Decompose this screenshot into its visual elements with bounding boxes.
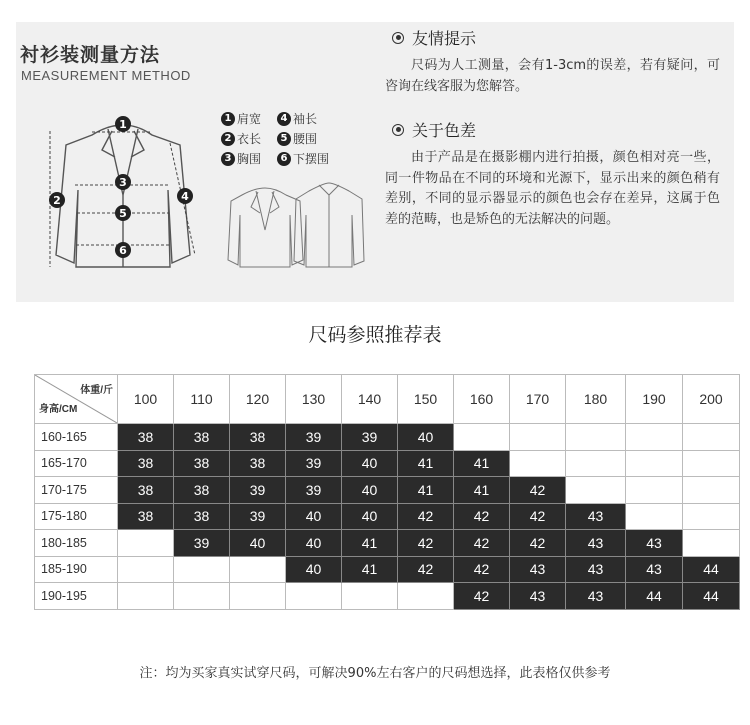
size-cell <box>683 424 740 451</box>
size-cell: 42 <box>454 556 510 583</box>
column-header: 150 <box>398 375 454 424</box>
size-cell: 41 <box>454 477 510 504</box>
row-label: 180-185 <box>35 530 118 557</box>
size-cell: 42 <box>398 530 454 557</box>
size-cell: 42 <box>510 503 566 530</box>
size-cell: 42 <box>510 530 566 557</box>
tip-heading: 友情提示 <box>392 26 476 49</box>
size-cell <box>626 450 683 477</box>
size-cell: 40 <box>286 556 342 583</box>
size-cell <box>626 477 683 504</box>
size-cell: 40 <box>342 477 398 504</box>
legend-item-chest: 3 胸围 <box>221 150 261 167</box>
size-cell <box>230 556 286 583</box>
row-label: 170-175 <box>35 477 118 504</box>
column-header: 140 <box>342 375 398 424</box>
size-cell: 39 <box>342 424 398 451</box>
legend-item-length: 2 衣长 <box>221 130 261 147</box>
blazer-sketch <box>228 188 303 267</box>
row-label: 175-180 <box>35 503 118 530</box>
table-row <box>35 530 740 557</box>
size-cell <box>566 477 626 504</box>
size-cell: 40 <box>342 503 398 530</box>
size-cell: 38 <box>174 477 230 504</box>
svg-text:3: 3 <box>119 176 127 189</box>
column-header: 190 <box>626 375 683 424</box>
size-cell: 44 <box>626 583 683 610</box>
svg-text:1: 1 <box>119 118 127 131</box>
color-text: 由于产品是在摄影棚内进行拍摄，颜色相对亮一些，同一件物品在不同的环境和光源下，显示出来的颜色稍有差别，不同的显示器显示的颜色也会存在差异，这属于色差的范畴，也是矫色的无法解决的问题。 <box>385 150 720 227</box>
size-cell: 39 <box>286 424 342 451</box>
table-row <box>35 503 740 530</box>
column-header: 110 <box>174 375 230 424</box>
size-cell <box>626 424 683 451</box>
row-label: 165-170 <box>35 450 118 477</box>
size-cell: 40 <box>230 530 286 557</box>
size-cell <box>118 583 174 610</box>
size-table-title: 尺码参照推荐表 <box>308 324 442 346</box>
size-cell <box>566 424 626 451</box>
size-cell: 44 <box>683 583 740 610</box>
size-cell: 41 <box>398 450 454 477</box>
height-axis-label: 身高/CM <box>39 404 78 415</box>
size-cell: 38 <box>230 450 286 477</box>
marker-2 <box>49 192 65 208</box>
tip-text: 尺码为人工测量，会有1-3cm的误差，若有疑问，可咨询在线客服为您解答。 <box>385 58 720 94</box>
size-cell: 42 <box>398 503 454 530</box>
size-cell: 43 <box>566 530 626 557</box>
size-cell: 43 <box>566 503 626 530</box>
table-row <box>35 424 740 451</box>
size-cell <box>510 450 566 477</box>
size-cell <box>398 583 454 610</box>
size-cell <box>454 424 510 451</box>
size-cell: 38 <box>118 477 174 504</box>
size-cell: 40 <box>286 503 342 530</box>
column-header: 130 <box>286 375 342 424</box>
svg-text:2: 2 <box>53 194 61 207</box>
size-cell <box>230 583 286 610</box>
size-cell: 41 <box>342 530 398 557</box>
table-row <box>35 450 740 477</box>
marker-1 <box>115 116 131 132</box>
size-cell <box>683 503 740 530</box>
column-header: 160 <box>454 375 510 424</box>
size-cell: 42 <box>398 556 454 583</box>
footnote: 注：均为买家真实试穿尺码，可解决90%左右客户的尺码想选择，此表格仅供参考 <box>139 666 611 681</box>
column-header: 120 <box>230 375 286 424</box>
size-cell <box>566 450 626 477</box>
size-cell <box>683 530 740 557</box>
size-cell: 40 <box>342 450 398 477</box>
measurement-title: 衬衫装测量方法 <box>20 44 161 66</box>
size-cell: 38 <box>174 503 230 530</box>
row-label: 190-195 <box>35 583 118 610</box>
size-cell: 41 <box>454 450 510 477</box>
size-cell <box>286 583 342 610</box>
shirt-sketch <box>294 183 364 267</box>
marker-5 <box>115 205 131 221</box>
size-cell: 39 <box>230 503 286 530</box>
size-cell <box>118 530 174 557</box>
size-cell: 42 <box>510 477 566 504</box>
size-cell <box>626 503 683 530</box>
legend-item-sleeve: 4 袖长 <box>277 110 317 127</box>
column-header: 100 <box>118 375 174 424</box>
size-cell: 43 <box>510 583 566 610</box>
legend-item-waist: 5 腰围 <box>277 130 317 147</box>
size-cell: 38 <box>174 424 230 451</box>
size-cell: 38 <box>174 450 230 477</box>
table-row <box>35 477 740 504</box>
size-cell <box>118 556 174 583</box>
row-label: 160-165 <box>35 424 118 451</box>
marker-6 <box>115 242 131 258</box>
size-cell: 43 <box>566 556 626 583</box>
size-cell <box>342 583 398 610</box>
size-cell: 40 <box>398 424 454 451</box>
size-cell <box>683 477 740 504</box>
marker-3 <box>115 174 131 190</box>
size-cell: 40 <box>286 530 342 557</box>
size-cell <box>683 450 740 477</box>
size-cell: 42 <box>454 583 510 610</box>
color-heading: 关于色差 <box>392 118 476 141</box>
column-header: 180 <box>566 375 626 424</box>
marker-4 <box>177 188 193 204</box>
table-row <box>35 556 740 583</box>
legend-item-hem: 6 下摆围 <box>277 150 329 167</box>
column-header: 200 <box>683 375 740 424</box>
size-cell: 41 <box>342 556 398 583</box>
bullet-icon <box>392 32 404 44</box>
size-cell: 38 <box>118 503 174 530</box>
measurement-subtitle: MEASUREMENT METHOD <box>21 68 191 83</box>
size-cell <box>510 424 566 451</box>
size-cell: 39 <box>286 450 342 477</box>
size-cell: 38 <box>118 424 174 451</box>
size-cell: 44 <box>683 556 740 583</box>
size-cell: 39 <box>286 477 342 504</box>
svg-text:6: 6 <box>119 244 127 257</box>
size-cell: 39 <box>174 530 230 557</box>
svg-text:4: 4 <box>181 190 189 203</box>
size-cell: 38 <box>230 424 286 451</box>
size-cell: 43 <box>626 556 683 583</box>
weight-axis-label: 体重/斤 <box>80 385 113 396</box>
column-header: 170 <box>510 375 566 424</box>
size-cell: 41 <box>398 477 454 504</box>
size-cell <box>174 583 230 610</box>
size-cell <box>174 556 230 583</box>
size-cell: 42 <box>454 503 510 530</box>
row-label: 185-190 <box>35 556 118 583</box>
size-cell: 42 <box>454 530 510 557</box>
table-row <box>35 583 740 610</box>
size-cell: 43 <box>566 583 626 610</box>
size-cell: 39 <box>230 477 286 504</box>
size-cell: 38 <box>118 450 174 477</box>
table-corner <box>35 375 118 424</box>
size-table <box>34 374 740 610</box>
svg-text:5: 5 <box>119 207 127 220</box>
table-header-row <box>35 375 740 424</box>
legend-item-shoulder: 1 肩宽 <box>221 110 261 127</box>
size-cell: 43 <box>510 556 566 583</box>
size-cell: 43 <box>626 530 683 557</box>
bullet-icon <box>392 124 404 136</box>
